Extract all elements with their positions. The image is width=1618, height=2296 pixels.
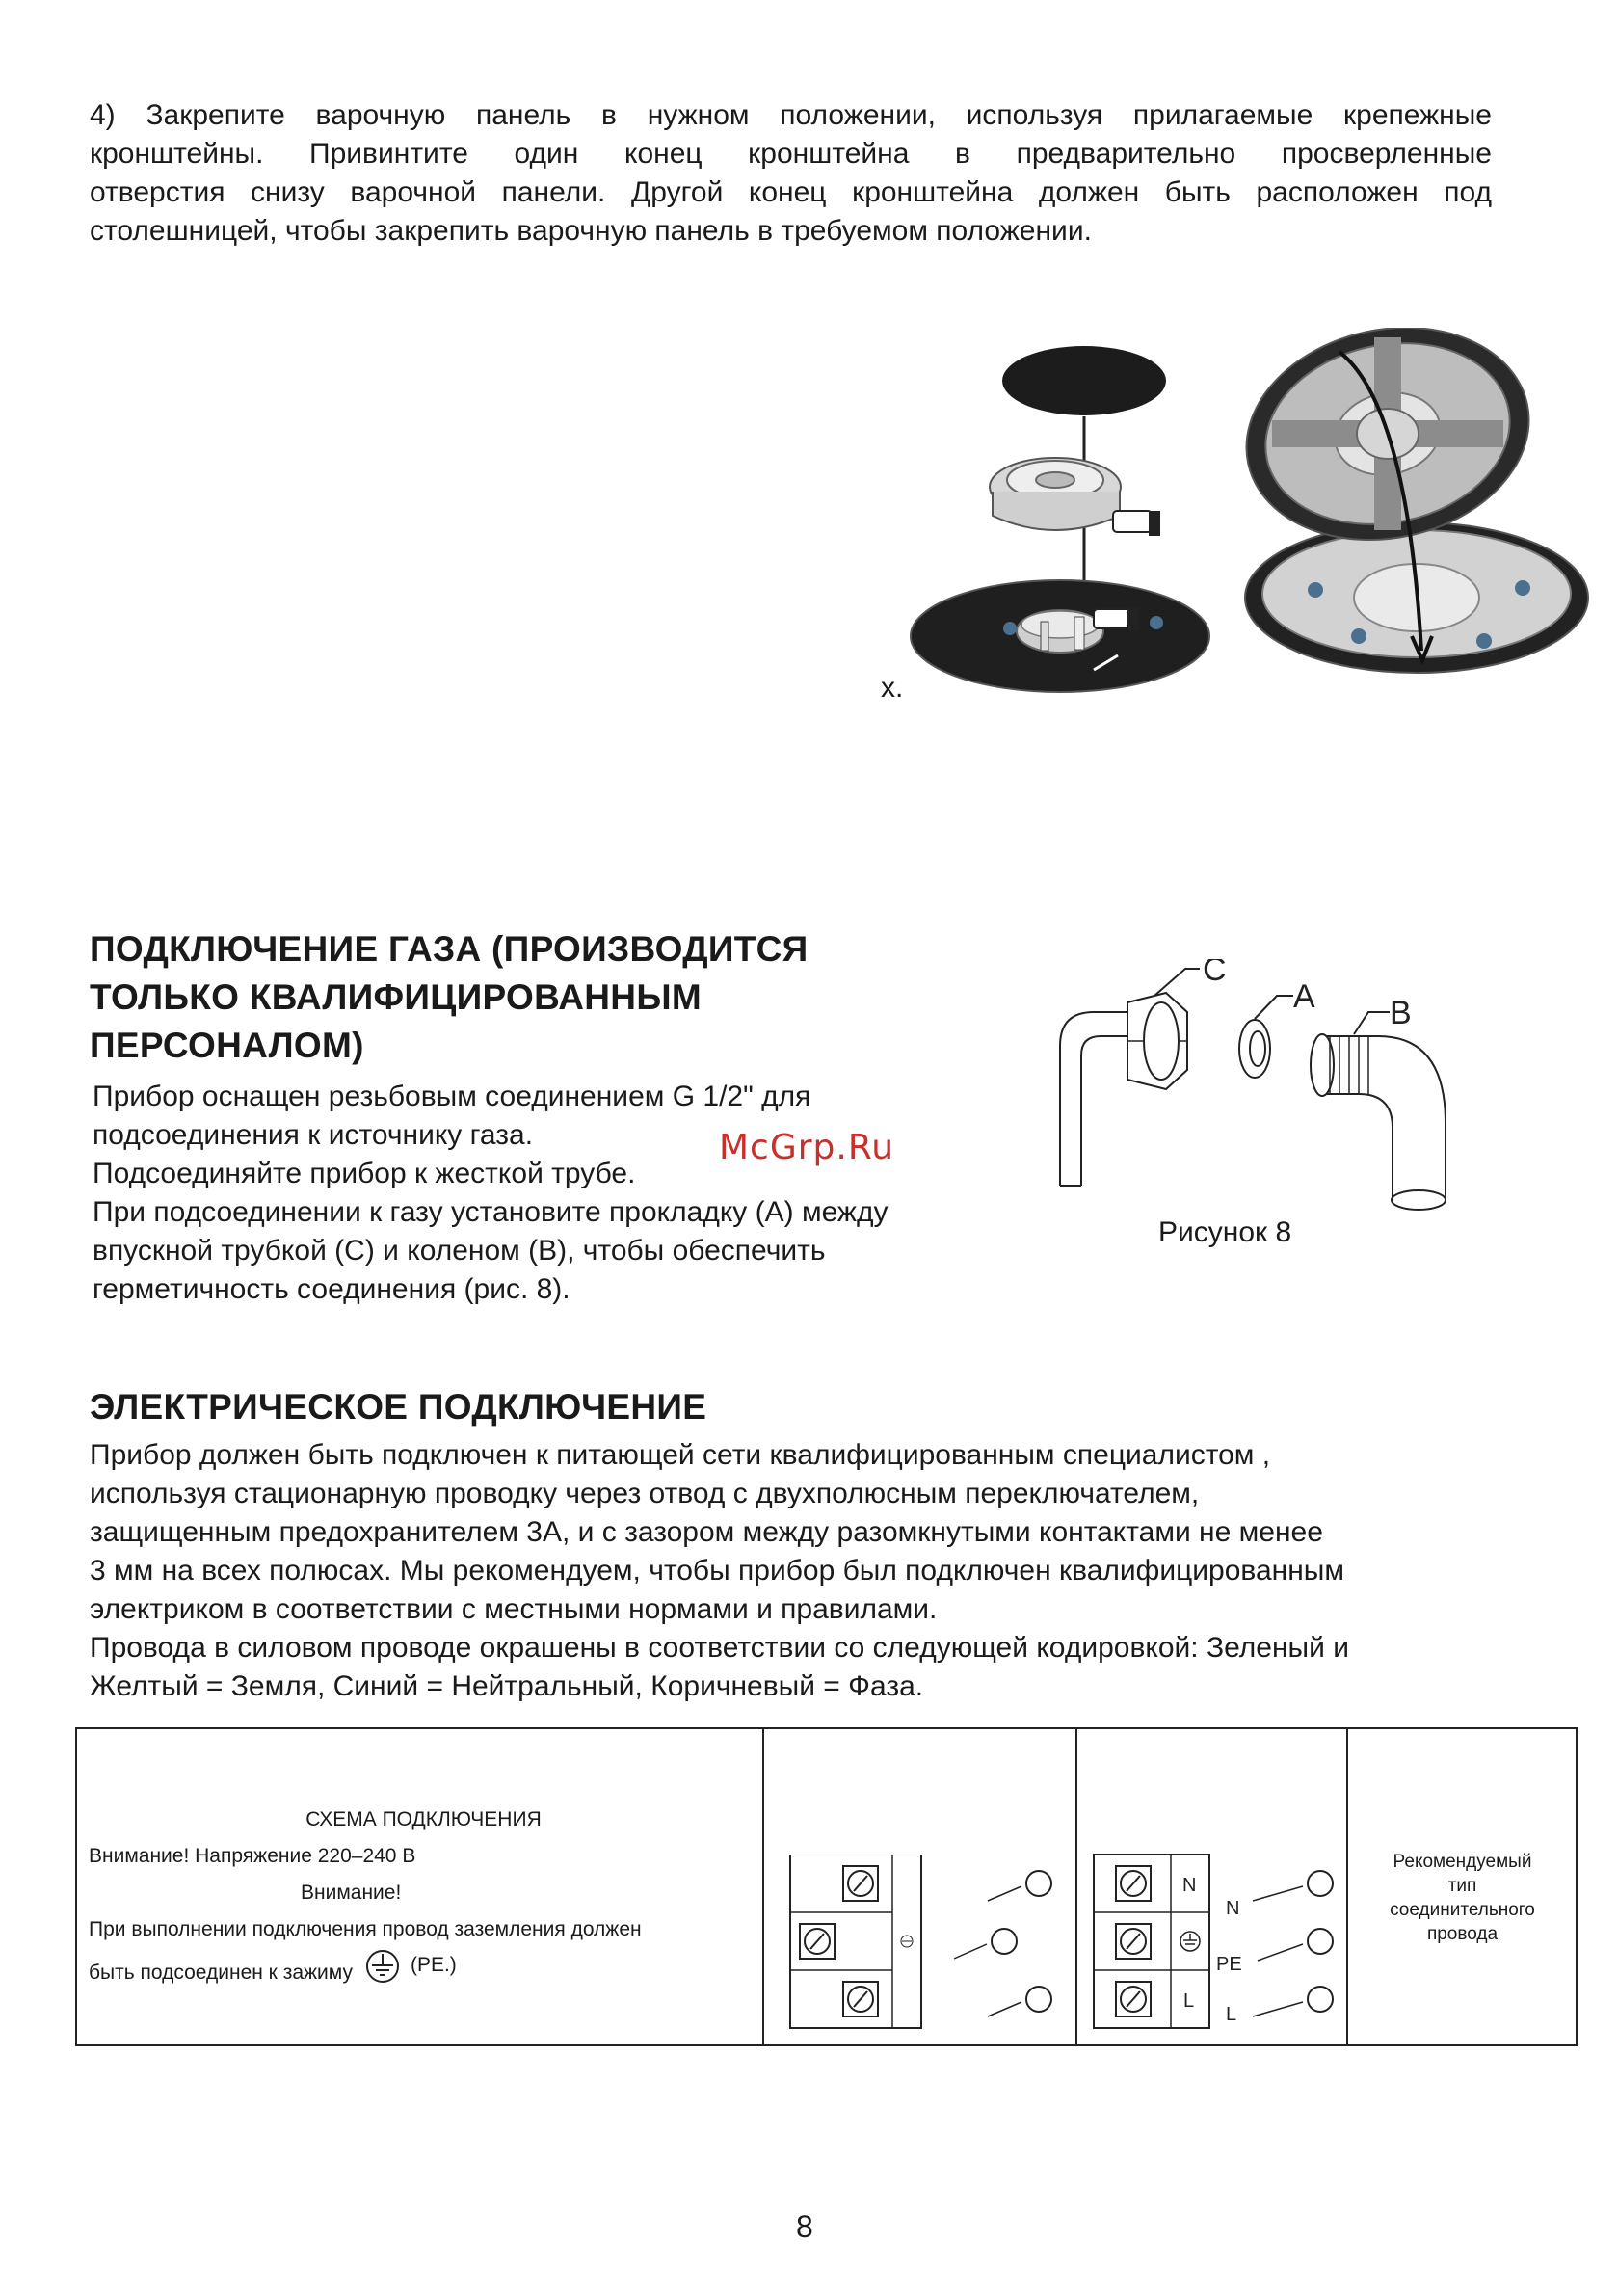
fitting-label-b: B — [1390, 995, 1412, 1031]
gas-body-line: Прибор оснащен резьбовым соединением G 1/2" для — [93, 1081, 811, 1112]
gas-heading-line: ТОЛЬКО КВАЛИФИЦИРОВАННЫМ — [90, 977, 702, 1017]
step4-line: 4) Закрепите варочную панель в нужном положении, используя прилагаемые крепежные — [90, 99, 1492, 131]
recommended-line: тип — [1447, 1876, 1477, 1896]
scheme-attention: Внимание! — [301, 1882, 402, 1904]
fitting-label-a: A — [1293, 978, 1315, 1015]
electric-body — [90, 1436, 1554, 1706]
gas-body-line: При подсоединении к газу установите прокладку (А) между — [93, 1196, 889, 1228]
burner-assembly-illustration — [896, 337, 1224, 694]
wiring-scheme-table — [75, 1727, 1578, 2046]
watermark-logo: McGrp.Ru — [719, 1128, 895, 1167]
electric-body-line: электриком в соответствии с местными нормами и правилами. — [90, 1593, 938, 1625]
gas-body-line: герметичность соединения (рис. 8). — [93, 1273, 570, 1305]
electric-heading: ЭЛЕКТРИЧЕСКОЕ ПОДКЛЮЧЕНИЕ — [90, 1387, 707, 1427]
wire-label-pe: PE — [1216, 1954, 1242, 1975]
wire-label-n: N — [1226, 1898, 1240, 1919]
burner-exploded-illustration — [1243, 328, 1590, 684]
step4-paragraph — [90, 96, 1492, 251]
electric-body-line: используя стационарную проводку через отвод с двухполюсным переключателем, — [90, 1478, 1200, 1509]
ground-symbol-icon — [364, 1948, 401, 1997]
gas-heading-line: ПЕРСОНАЛОМ) — [90, 1026, 364, 1065]
scheme-ground-text: При выполнении подключения провод заземления должен — [89, 1918, 642, 1940]
gas-heading — [90, 925, 957, 1070]
gas-fitting-figure — [1041, 959, 1484, 1239]
gas-body-line: подсоединения к источнику газа. — [93, 1119, 534, 1151]
burner-figure-caption: x. — [881, 672, 904, 704]
recommended-line: провода — [1426, 1924, 1499, 1944]
gas-heading-line: ПОДКЛЮЧЕНИЕ ГАЗА (ПРОИЗВОДИТСЯ — [90, 929, 809, 969]
step4-line: отверстия снизу варочной панели. Другой конец кронштейна должен быть расположен под — [90, 176, 1492, 208]
terminal-block-diagram — [781, 1855, 1070, 2038]
step4-line: столешницей, чтобы закрепить варочную панель в требуемом положении. — [90, 215, 1092, 247]
electric-body-line: Провода в силовом проводе окрашены в соответствии со следующей кодировкой: Зеленый и — [90, 1632, 1349, 1664]
table-divider — [762, 1729, 764, 2044]
figure-8-caption: Рисунок 8 — [1158, 1216, 1292, 1248]
gas-body-line: впускной трубкой (С) и коленом (В), чтобы обеспечить — [93, 1235, 826, 1267]
wire-label-l: L — [1226, 2004, 1237, 2025]
electric-body-line: 3 мм на всех полюсах. Мы рекомендуем, чтобы прибор был подключен квалифицированным — [90, 1555, 1344, 1587]
table-divider — [1346, 1729, 1348, 2044]
step4-line: кронштейны. Привинтите один конец кронштейна в предварительно просверленные — [90, 138, 1492, 170]
terminal-block-labeled-diagram — [1079, 1845, 1339, 2038]
gas-body — [93, 1078, 1018, 1309]
fitting-label-c: C — [1203, 959, 1227, 988]
page-number: 8 — [796, 2209, 813, 2244]
gas-body-line: Подсоединяйте прибор к жесткой трубе. — [93, 1158, 636, 1189]
recommended-line: соединительного — [1390, 1900, 1535, 1920]
terminal-label-l: L — [1183, 1990, 1195, 2012]
scheme-voltage: Внимание! Напряжение 220–240 В — [89, 1845, 416, 1867]
electric-body-line: защищенным предохранителем 3А, и с зазором между разомкнутыми контактами не менее — [90, 1516, 1323, 1548]
scheme-ground-text-2: быть подсоединен к зажиму — [89, 1961, 353, 1984]
table-divider — [1075, 1729, 1077, 2044]
scheme-title: СХЕМА ПОДКЛЮЧЕНИЯ — [305, 1808, 542, 1830]
recommended-line: Рекомендуемый — [1393, 1852, 1532, 1872]
recommended-cable-cell — [1349, 1850, 1576, 1946]
scheme-pe-label: (PE.) — [410, 1953, 457, 1976]
scheme-text-cell — [89, 1802, 758, 1997]
terminal-label-n: N — [1182, 1875, 1197, 1896]
electric-body-line: Желтый = Земля, Синий = Нейтральный, Коричневый = Фаза. — [90, 1670, 924, 1702]
electric-body-line: Прибор должен быть подключен к питающей сети квалифицированным специалистом , — [90, 1439, 1271, 1471]
